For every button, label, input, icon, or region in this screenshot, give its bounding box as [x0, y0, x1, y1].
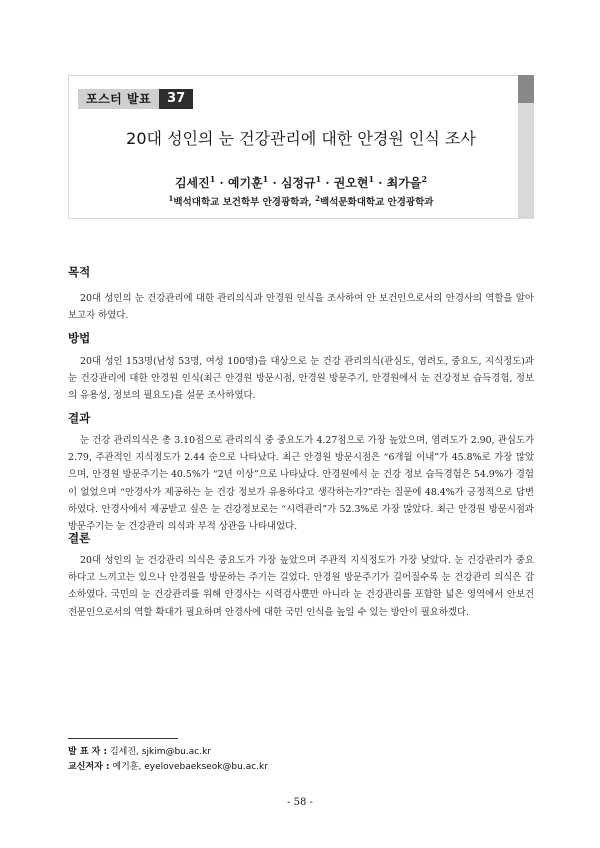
section-body-results: 눈 건강 관리의식은 총 3.10점으로 관리의식 중 중요도가 4.27점으로 가장 높았으며, 염려도가 2.90, 관심도가 2.79, 주관적인 지식정도가 2.44 순으로 나타났다. 최근 안경원 방문시점은 “6개월 이내”가 45.8%로 가장 많았으며, 안경원 방문주기는 40.5%가 “2년 이상”으로 나타났다. 안경원에서 눈 건강 정보 습득경험은 54.9%가 경험이 없었으며 “안경사가 제공하는 눈 건강 정보가 유용하다고 생각하는가?”라는 질문에 48.4%가 긍정적으로 답변하였다. 안경사에서 제공받고 싶은 눈 건강정보로는 “시력관리”가 52.3%로 가장 많았다. 최근 안경원 방문시점과 방문주기는 눈 건강관리 의식과 부적 상관을 나타내었다.	[68, 435, 534, 533]
section-body-conclusion: 20대 성인의 눈 건강관리 의식은 중요도가 가장 높았으며 주관적 지식정도가 가장 낮았다. 눈 건강관리가 중요하다고 느끼고는 있으나 안경원을 방문하는 주기는 길었다. 안경원 방문주기가 길어질수록 눈 건강관리 의식은 감소하였다. 국민의 눈 건강관리를 위해 안경사는 시력검사뿐만 아니라 눈 건강관리를 포함한 넓은 영역에서 안보건 전문인으로서의 역할 확대가 필요하며 안경사에 대한 국민 인식을 높일 수 있는 방안이 필요하겠다.	[68, 555, 534, 618]
footer-corresponding	[68, 759, 268, 772]
section-heading-purpose: 목적	[68, 265, 91, 279]
author-sup: 1	[209, 174, 216, 184]
badge-label: 포스터 발표	[78, 89, 159, 109]
footer-rule	[68, 738, 178, 739]
author-separator: ·	[378, 176, 383, 190]
corresponding-label: 교신저자 :	[68, 762, 110, 772]
section-body-method: 20대 성인 153명(남성 53명, 여성 100명)을 대상으로 눈 건강 관리의식(관심도, 염려도, 중요도, 지식정도)과 눈 건강관리에 대한 안경원 인식(최근 안경원 방문시점, 안경원 방문주기, 안경원에서 눈 건강정보 습득경험, 정보의 유용성, 정보의 필요도)을 설문 조사하였다.	[68, 356, 534, 402]
author-separator: ·	[325, 176, 330, 190]
presenter-name: 김세진,	[109, 747, 139, 757]
paper-title: 20대 성인의 눈 건강관리에 대한 안경원 인식 조사	[126, 129, 476, 148]
affiliation-text: 백석대학교 보건학부 안경광학과,	[173, 197, 312, 209]
corresponding-name: 예기훈,	[112, 762, 142, 772]
badge-number: 37	[159, 89, 193, 109]
corresponding-email[interactable]: eyelovebaekseok@bu.ac.kr	[144, 762, 268, 772]
header-side-bar-accent	[518, 75, 534, 103]
author-list	[68, 174, 534, 191]
section-heading-conclusion: 결론	[68, 531, 91, 545]
author-separator: ·	[219, 176, 224, 190]
affiliations	[68, 194, 534, 208]
author-separator: ·	[272, 176, 277, 190]
affiliation-text: 백석문화대학교 안경광학과	[320, 197, 434, 209]
footer-presenter	[68, 744, 211, 757]
author-sup: 1	[262, 174, 269, 184]
author-name: 심정규	[280, 176, 316, 190]
section-body-purpose: 20대 성인의 눈 건강관리에 대한 관리의식과 안경원 인식을 조사하여 안 보건인으로서의 안경사의 역할을 알아보고자 하였다.	[68, 293, 534, 322]
author-sup: 1	[368, 174, 375, 184]
page-number: - 58 -	[287, 797, 313, 808]
poster-badge	[78, 89, 193, 109]
affiliation-sup: 1	[168, 194, 174, 203]
author-sup: 1	[315, 174, 322, 184]
presenter-label: 발 표 자 :	[68, 747, 108, 757]
presenter-email[interactable]: sjkim@bu.ac.kr	[141, 747, 211, 757]
author-name: 권오현	[333, 176, 369, 190]
author-name: 최가을	[386, 176, 422, 190]
affiliation-sup: 2	[315, 194, 321, 203]
author-name: 김세진	[174, 176, 210, 190]
author-name: 예기훈	[227, 176, 263, 190]
section-heading-results: 결과	[68, 411, 91, 425]
section-heading-method: 방법	[68, 331, 91, 345]
author-sup: 2	[421, 174, 428, 184]
